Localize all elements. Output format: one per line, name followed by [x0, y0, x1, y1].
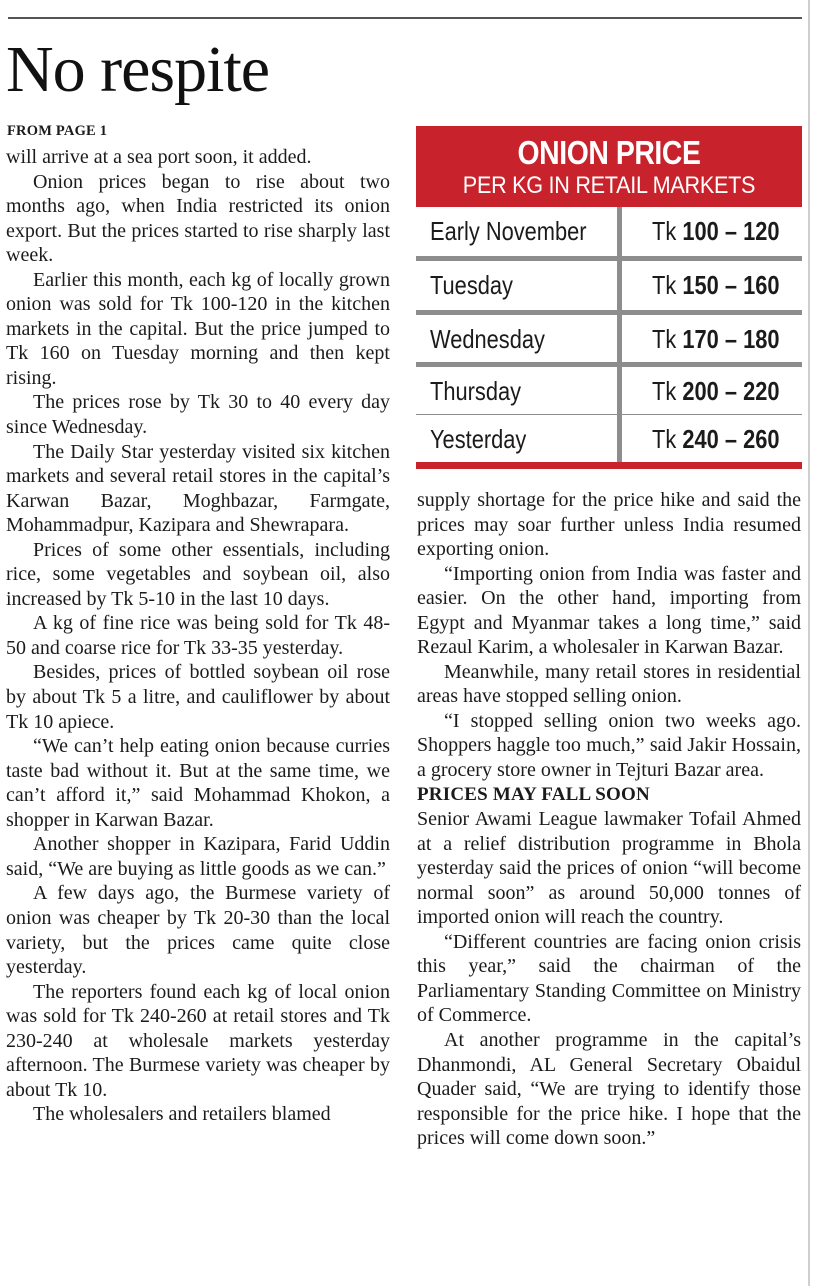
price-row-day: Early November	[430, 216, 587, 246]
left-column	[6, 145, 390, 1127]
column-edge-rule	[808, 0, 810, 1286]
paragraph: Prices of some other essentials, including rice, some vegetables and soybean oil, also increased by Tk 5-10 in the last 10 days.	[6, 538, 390, 610]
paragraph: supply shortage for the price hike and said the prices may soar further unless India resumed exporting onion.	[417, 489, 801, 561]
price-table-footer-rule	[416, 462, 802, 469]
paragraph: Another shopper in Kazipara, Farid Uddin said, “We are buying as little goods as we can.”	[6, 833, 390, 880]
onion-price-table	[416, 126, 802, 471]
paragraph: A kg of fine rice was being sold for Tk 48-50 and coarse rice for Tk 33-35 yesterday.	[6, 612, 390, 659]
paragraph: The Daily Star yesterday visited six kitchen markets and several retail stores in the capital’s Karwan Bazar, Moghbazar, Farmgate, Mohammadpur, Kazipara and Shewrapara.	[6, 440, 390, 537]
price-row-value: Tk 240 – 260	[652, 424, 780, 454]
paragraph: “Different countries are facing onion crisis this year,” said the chairman of the Parliamentary Standing Committee on Ministry of Commerce.	[417, 930, 801, 1027]
price-table-subtitle: PER KG IN RETAIL MARKETS	[462, 172, 756, 199]
price-table-title: ONION PRICE	[517, 134, 701, 171]
paragraph: Earlier this month, each kg of locally grown onion was sold for Tk 100-120 in the kitchen markets in the capital. But the price jumped to Tk 160 on Tuesday morning and then kept rising.	[6, 268, 390, 389]
price-row	[416, 415, 802, 464]
price-row-value: Tk 150 – 160	[652, 270, 780, 300]
paragraph: The reporters found each kg of local onion was sold for Tk 240-260 at retail stores and Tk 230-240 at wholesale markets yesterday afternoon. The Burmese variety was cheaper by about Tk 10.	[6, 980, 390, 1101]
paragraph: A few days ago, the Burmese variety of onion was cheaper by Tk 20-30 than the local variety, but the prices came quite close yesterday.	[6, 882, 390, 979]
paragraph: The prices rose by Tk 30 to 40 every day since Wednesday.	[6, 391, 390, 439]
subheading: PRICES MAY FALL SOON	[417, 783, 650, 805]
paragraph: At another programme in the capital’s Dhanmondi, AL General Secretary Obaidul Quader said, “We are trying to identify those responsible for the price hike. I hope that the prices will come down soon.”	[417, 1029, 801, 1150]
continuation-label: FROM PAGE 1	[7, 123, 108, 139]
price-row-day: Tuesday	[430, 270, 513, 300]
paragraph: Onion prices began to rise about two months ago, when India restricted its onion export. But the prices started to rise sharply last week.	[6, 170, 390, 267]
price-row	[416, 207, 802, 256]
paragraph: “I stopped selling onion two weeks ago. Shoppers haggle too much,” said Jakir Hossain, a grocery store owner in Tejturi Bazar area.	[417, 709, 801, 782]
price-table-header	[416, 126, 802, 207]
price-row-day: Yesterday	[430, 424, 527, 454]
price-row-day: Thursday	[430, 376, 522, 406]
price-row-value: Tk 170 – 180	[652, 324, 780, 354]
paragraph: The wholesalers and retailers blamed	[33, 1103, 331, 1126]
headline: No respite	[6, 33, 270, 106]
column-divider	[617, 207, 622, 464]
price-row	[416, 315, 802, 364]
paragraph: “We can’t help eating onion because curries taste bad without it. But at the same time, we can’t afford it,” said Mohammad Khokon, a shopper in Karwan Bazar.	[6, 735, 390, 831]
price-row-value: Tk 200 – 220	[652, 376, 780, 406]
price-row	[416, 367, 802, 416]
price-row	[416, 261, 802, 310]
paragraph: “Importing onion from India was faster and easier. On the other hand, importing from Egypt and Myanmar takes a long time,” said Rezaul Karim, a wholesaler in Karwan Bazar.	[417, 562, 801, 659]
price-row-value: Tk 100 – 120	[652, 216, 780, 246]
paragraph: Besides, prices of bottled soybean oil rose by about Tk 5 a litre, and cauliflower by about Tk 10 apiece.	[6, 661, 390, 733]
paragraph: Senior Awami League lawmaker Tofail Ahmed at a relief distribution programme in Bhola yesterday said the prices of onion “will become normal soon” as around 50,000 tonnes of imported onion will reach the country.	[417, 808, 801, 929]
paragraph: will arrive at a sea port soon, it added.	[6, 146, 312, 168]
paragraph: Meanwhile, many retail stores in residential areas have stopped selling onion.	[417, 660, 801, 708]
price-row-day: Wednesday	[430, 324, 545, 354]
top-rule	[8, 17, 802, 19]
right-column	[417, 488, 801, 1151]
